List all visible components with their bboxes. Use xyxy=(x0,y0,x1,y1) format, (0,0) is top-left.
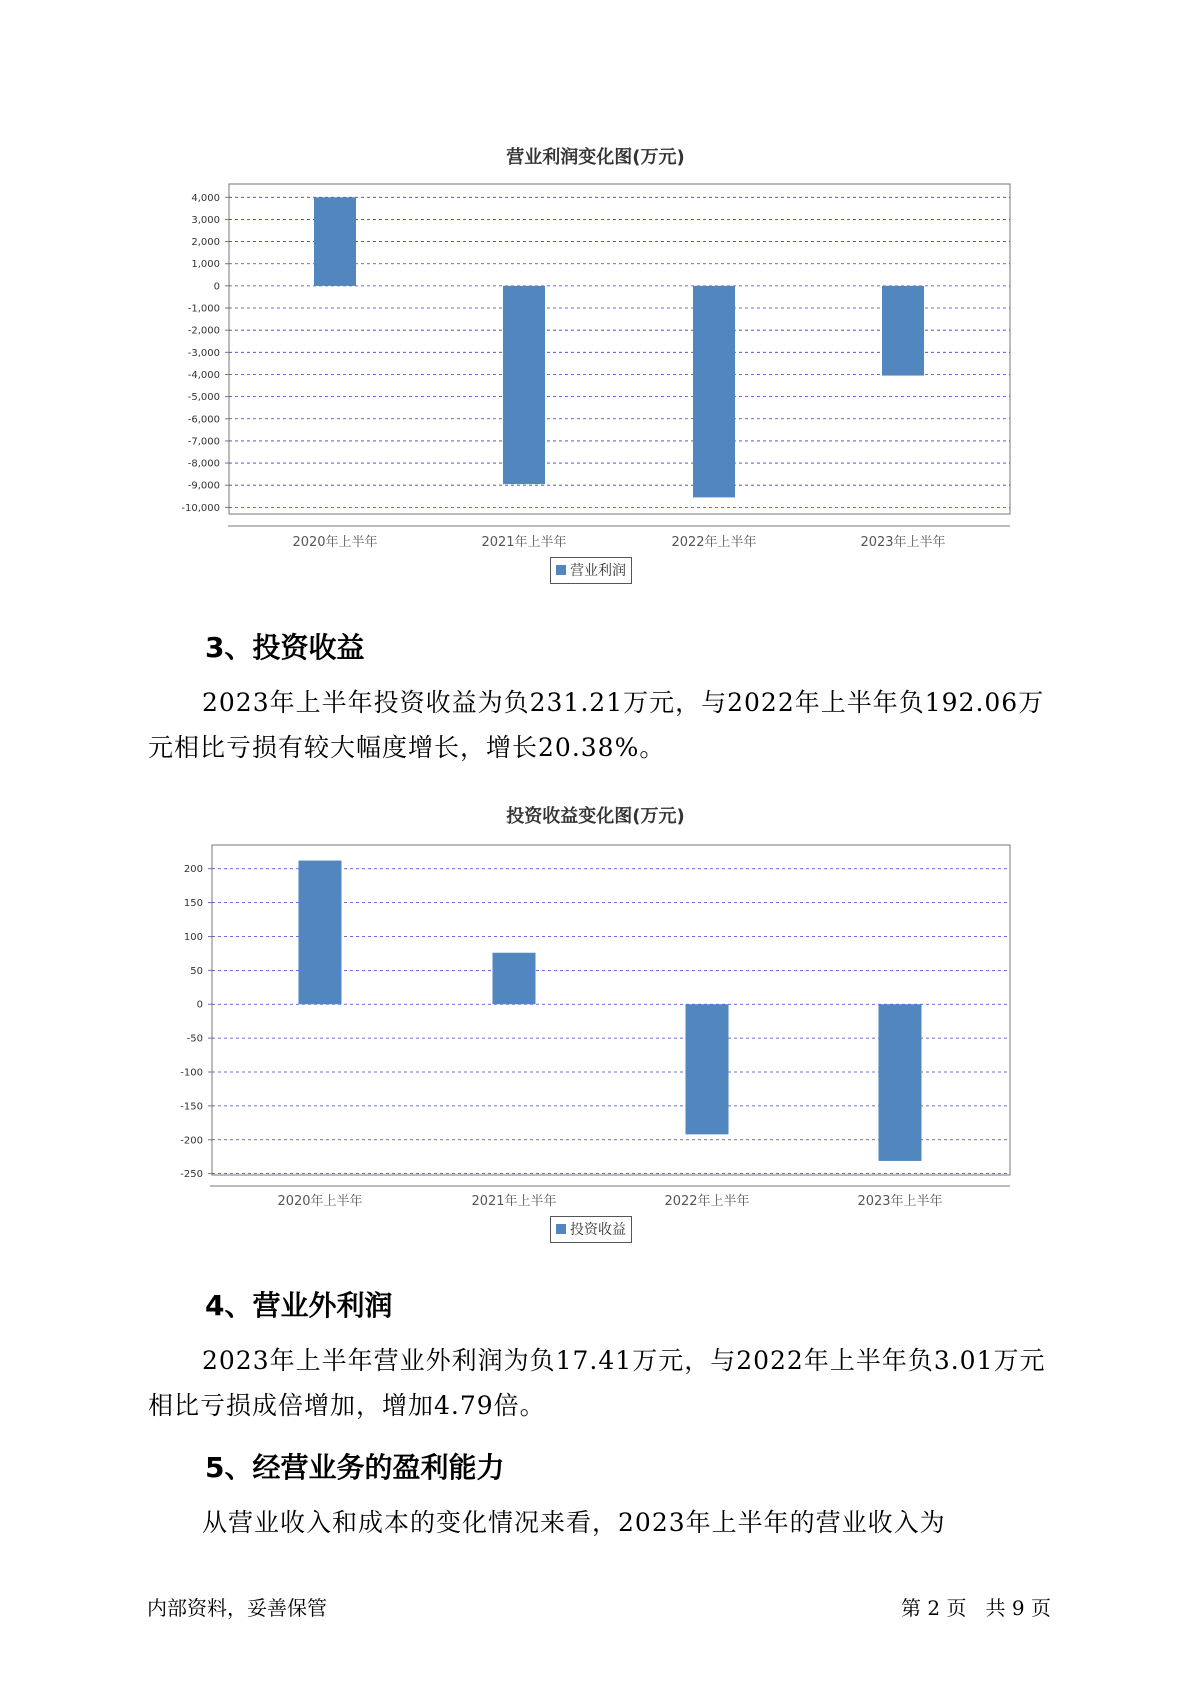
y-tick-label: -2,000 xyxy=(187,325,220,337)
y-tick-label: 100 xyxy=(183,931,203,943)
paragraph-line: 从营业收入和成本的变化情况来看，2023年上半年的营业收入为 xyxy=(202,1508,946,1537)
paragraph-line: 相比亏损成倍增加，增加4.79倍。 xyxy=(148,1391,546,1420)
y-tick-label: 2,000 xyxy=(191,237,220,249)
bar xyxy=(686,1004,729,1134)
y-tick-label: 0 xyxy=(213,281,220,293)
x-tick-label: 2022年上半年 xyxy=(671,535,757,550)
chart-title: 投资收益变化图(万元) xyxy=(506,806,685,827)
y-tick-label: 3,000 xyxy=(191,214,220,226)
paragraph-line: 2023年上半年投资收益为负231.21万元，与2022年上半年负192.06万 xyxy=(202,688,1045,717)
y-tick-label: -50 xyxy=(186,1033,203,1045)
y-tick-label: -8,000 xyxy=(187,458,220,470)
chart-legend xyxy=(550,1216,632,1243)
x-tick-label: 2020年上半年 xyxy=(277,1194,363,1209)
paragraph-line: 2023年上半年营业外利润为负17.41万元，与2022年上半年负3.01万元 xyxy=(202,1346,1046,1375)
paragraph-line: 元相比亏损有较大幅度增长，增长20.38%。 xyxy=(148,733,666,762)
section-heading-profitability: 5、经营业务的盈利能力 xyxy=(205,1451,505,1484)
bar xyxy=(879,1004,922,1161)
section-heading-investment-income: 3、投资收益 xyxy=(205,631,365,664)
y-tick-label: 50 xyxy=(190,965,203,977)
paragraph-profitability xyxy=(148,1500,1068,1545)
x-tick-label: 2020年上半年 xyxy=(292,535,378,550)
y-tick-label: -100 xyxy=(180,1067,203,1079)
legend-label: 营业利润 xyxy=(570,563,626,579)
y-tick-label: 0 xyxy=(196,999,203,1011)
bar xyxy=(493,953,536,1004)
chart-title: 营业利润变化图(万元) xyxy=(506,147,685,168)
y-tick-label: -1,000 xyxy=(187,303,220,315)
y-tick-label: -6,000 xyxy=(187,414,220,426)
y-tick-label: 150 xyxy=(183,898,203,910)
y-tick-label: 1,000 xyxy=(191,259,220,271)
y-tick-label: -4,000 xyxy=(187,369,220,381)
section-heading-non-operating-profit: 4、营业外利润 xyxy=(205,1289,393,1322)
x-tick-label: 2023年上半年 xyxy=(860,535,946,550)
y-tick-label: 4,000 xyxy=(191,192,220,204)
legend-label: 投资收益 xyxy=(570,1222,626,1238)
y-tick-label: -7,000 xyxy=(187,436,220,448)
y-tick-label: -250 xyxy=(180,1169,203,1181)
bar xyxy=(299,861,342,1005)
y-tick-label: -5,000 xyxy=(187,392,220,404)
x-tick-label: 2021年上半年 xyxy=(471,1194,557,1209)
paragraph-non-operating-profit xyxy=(148,1338,1068,1428)
y-tick-label: 200 xyxy=(183,864,203,876)
y-tick-label: -150 xyxy=(180,1101,203,1113)
y-tick-label: -200 xyxy=(180,1135,203,1147)
y-tick-label: -9,000 xyxy=(187,480,220,492)
y-tick-label: -10,000 xyxy=(181,502,220,514)
legend-swatch xyxy=(556,1224,566,1234)
x-tick-label: 2023年上半年 xyxy=(857,1194,943,1209)
x-tick-label: 2021年上半年 xyxy=(481,535,567,550)
footer-confidential-note: 内部资料，妥善保管 xyxy=(147,1596,327,1620)
x-tick-label: 2022年上半年 xyxy=(664,1194,750,1209)
y-tick-label: -3,000 xyxy=(187,347,220,359)
footer-page-number: 第 2 页 共 9 页 xyxy=(901,1596,1051,1620)
